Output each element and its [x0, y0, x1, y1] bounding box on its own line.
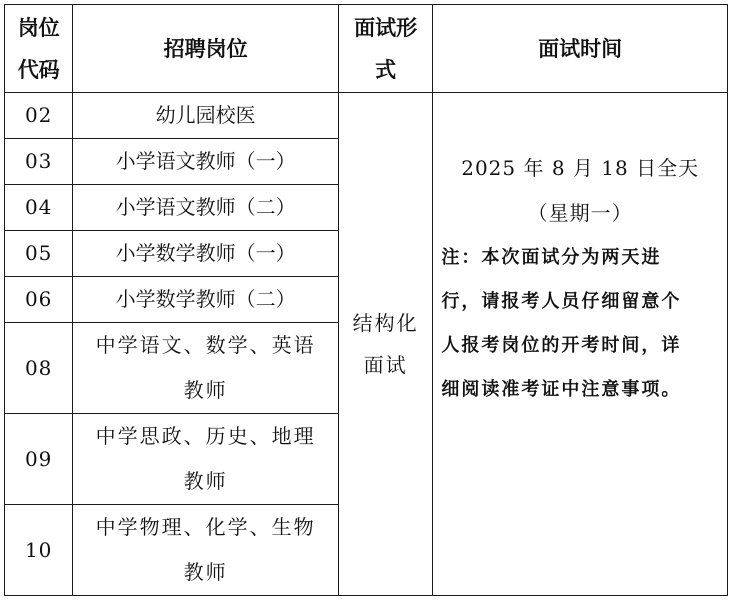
position-name: [73, 323, 338, 414]
header-interview-time: 面试时间: [433, 5, 728, 93]
interview-schedule-table: [4, 4, 728, 596]
position-name: [73, 505, 338, 596]
note-line-3: 人报考岗位的开考时间，详: [441, 335, 682, 356]
header-row: [5, 5, 728, 93]
position-name: 幼儿园校医: [73, 93, 338, 139]
position-name-line1: 中学物理、化学、生物: [95, 515, 316, 539]
interview-weekday: （星期一）: [527, 201, 633, 225]
position-name: 小学数学教师（一）: [73, 231, 338, 277]
header-interview-form: [338, 5, 433, 93]
table-row: [5, 93, 728, 139]
position-code: 02: [5, 93, 73, 139]
position-name-line1: 中学语文、数学、英语: [95, 333, 316, 357]
position-code: 05: [5, 231, 73, 277]
interview-form-line1: 结构化: [352, 311, 419, 335]
note-line-1: 注：本次面试分为两天进: [441, 247, 662, 268]
position-code: 10: [5, 505, 73, 596]
note-line-2: 行，请报考人员仔细留意个: [441, 291, 682, 312]
interview-date: 2025 年 8 月 18 日全天: [461, 156, 700, 180]
interview-form-cell: [338, 93, 433, 596]
position-name-line2: 教师: [183, 469, 228, 493]
header-position-code: [5, 5, 73, 93]
position-code: 04: [5, 185, 73, 231]
position-name: [73, 414, 338, 505]
header-code-line1: 岗位: [17, 14, 60, 40]
note-line-4: 细阅读准考证中注意事项。: [441, 379, 682, 400]
interview-time-cell: [433, 93, 728, 596]
position-code: 08: [5, 323, 73, 414]
header-position: 招聘岗位: [73, 5, 338, 93]
position-code: 03: [5, 139, 73, 185]
position-name-line1: 中学思政、历史、地理: [95, 424, 316, 448]
header-form-line1: 面试形: [354, 14, 418, 40]
header-form-line2: 式: [375, 56, 397, 82]
interview-form-line2: 面试: [363, 353, 408, 377]
position-name-line2: 教师: [183, 378, 228, 402]
position-code: 06: [5, 277, 73, 323]
position-name: 小学语文教师（一）: [73, 139, 338, 185]
position-name: 小学数学教师（二）: [73, 277, 338, 323]
position-name: 小学语文教师（二）: [73, 185, 338, 231]
position-code: 09: [5, 414, 73, 505]
position-name-line2: 教师: [183, 560, 228, 584]
header-code-line2: 代码: [17, 56, 60, 82]
